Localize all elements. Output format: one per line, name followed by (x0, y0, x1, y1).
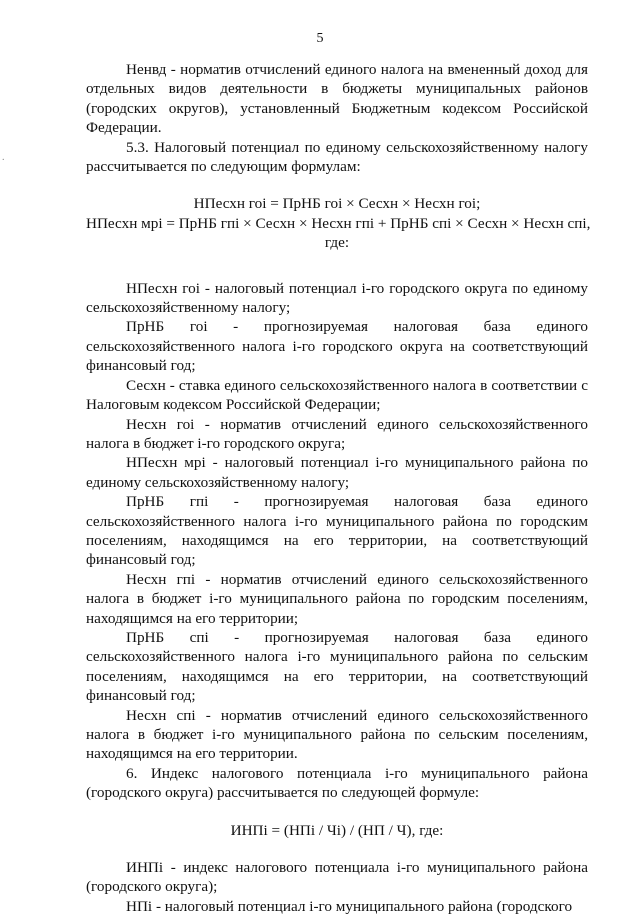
definition-npeskhn-mri: НПесхн мрi - налоговый потенциал i-го муниципального района по единому сельскохозяйственному налогу; (86, 454, 588, 491)
page-number: 5 (316, 31, 324, 46)
paragraph-section-5-3: 5.3. Налоговый потенциал по единому сельскохозяйственному налогу рассчитывается по следующим формулам: (86, 138, 588, 176)
definition-inpi: ИНПi - индекс налогового потенциала i-го муниципального района (городского округа); (86, 859, 588, 896)
document-body (86, 60, 591, 916)
definition-neskhn-spi: Несхн спi - норматив отчислений единого сельскохозяйственного налога в бюджет i-го муниципального района по сельским поселениям, находящимся на его территории. (86, 706, 588, 763)
margin-mark: . (2, 152, 5, 163)
formula-npeskhn-goi: НПесхн гоi = ПрНБ гоi × Сесхн × Несхн гоi; (193, 195, 481, 213)
definition-neskhn-goi: Несхн гоi - норматив отчислений единого сельскохозяйственного налога в бюджет i-го городского округа; (86, 415, 588, 452)
formula-where-label: где: (324, 234, 350, 252)
formula-npeskhn-mri: НПесхн мрi = ПрНБ гпi × Сесхн × Несхн гпi + ПрНБ спi × Сесхн × Несхн спi, (86, 214, 591, 232)
definition-prnb-goi: ПрНБ гоi - прогнозируемая налоговая база единого сельскохозяйственного налога i-го городского округа на соответствующий финансовый год; (86, 318, 588, 375)
definition-prnb-gpi: ПрНБ гпi - прогнозируемая налоговая база единого сельскохозяйственного налога i-го муниципального района по городским поселениям, находящимся на его территории, на соответствующий финансовый год; (86, 493, 588, 569)
paragraph-section-6: 6. Индекс налогового потенциала i-го муниципального района (городского округа) рассчитывается по следующей формуле: (86, 764, 588, 802)
definition-npi: НПi - налоговый потенциал i-го муниципального района (городского (126, 897, 573, 915)
definition-prnb-spi: ПрНБ спi - прогнозируемая налоговая база единого сельскохозяйственного налога i-го муниципального района по сельским поселениям, находящимся на его территории, на соответствующий финансовый год; (86, 628, 588, 705)
definition-seskhn: Сесхн - ставка единого сельскохозяйственного налога в соответствии с Налоговым кодексом Российской Федерации; (86, 376, 588, 414)
formula-inpi: ИНПi = (НПi / Чi) / (НП / Ч), где: (230, 821, 444, 839)
paragraph-nenvd-definition: Ненвд - норматив отчислений единого налога на вмененный доход для отдельных видов деятельности в бюджеты муниципальных районов (городских округов), установленный Бюджетным кодексом Российской Федерации. (86, 61, 588, 137)
definition-npeskhn-goi: НПесхн гоi - налоговый потенциал i-го городского округа по единому сельскохозяйственному налогу; (86, 279, 588, 317)
definition-neskhn-gpi: Несхн гпi - норматив отчислений единого сельскохозяйственного налога в бюджет i-го муниципального района по городским поселениям, находящимся на его территории; (86, 570, 588, 627)
